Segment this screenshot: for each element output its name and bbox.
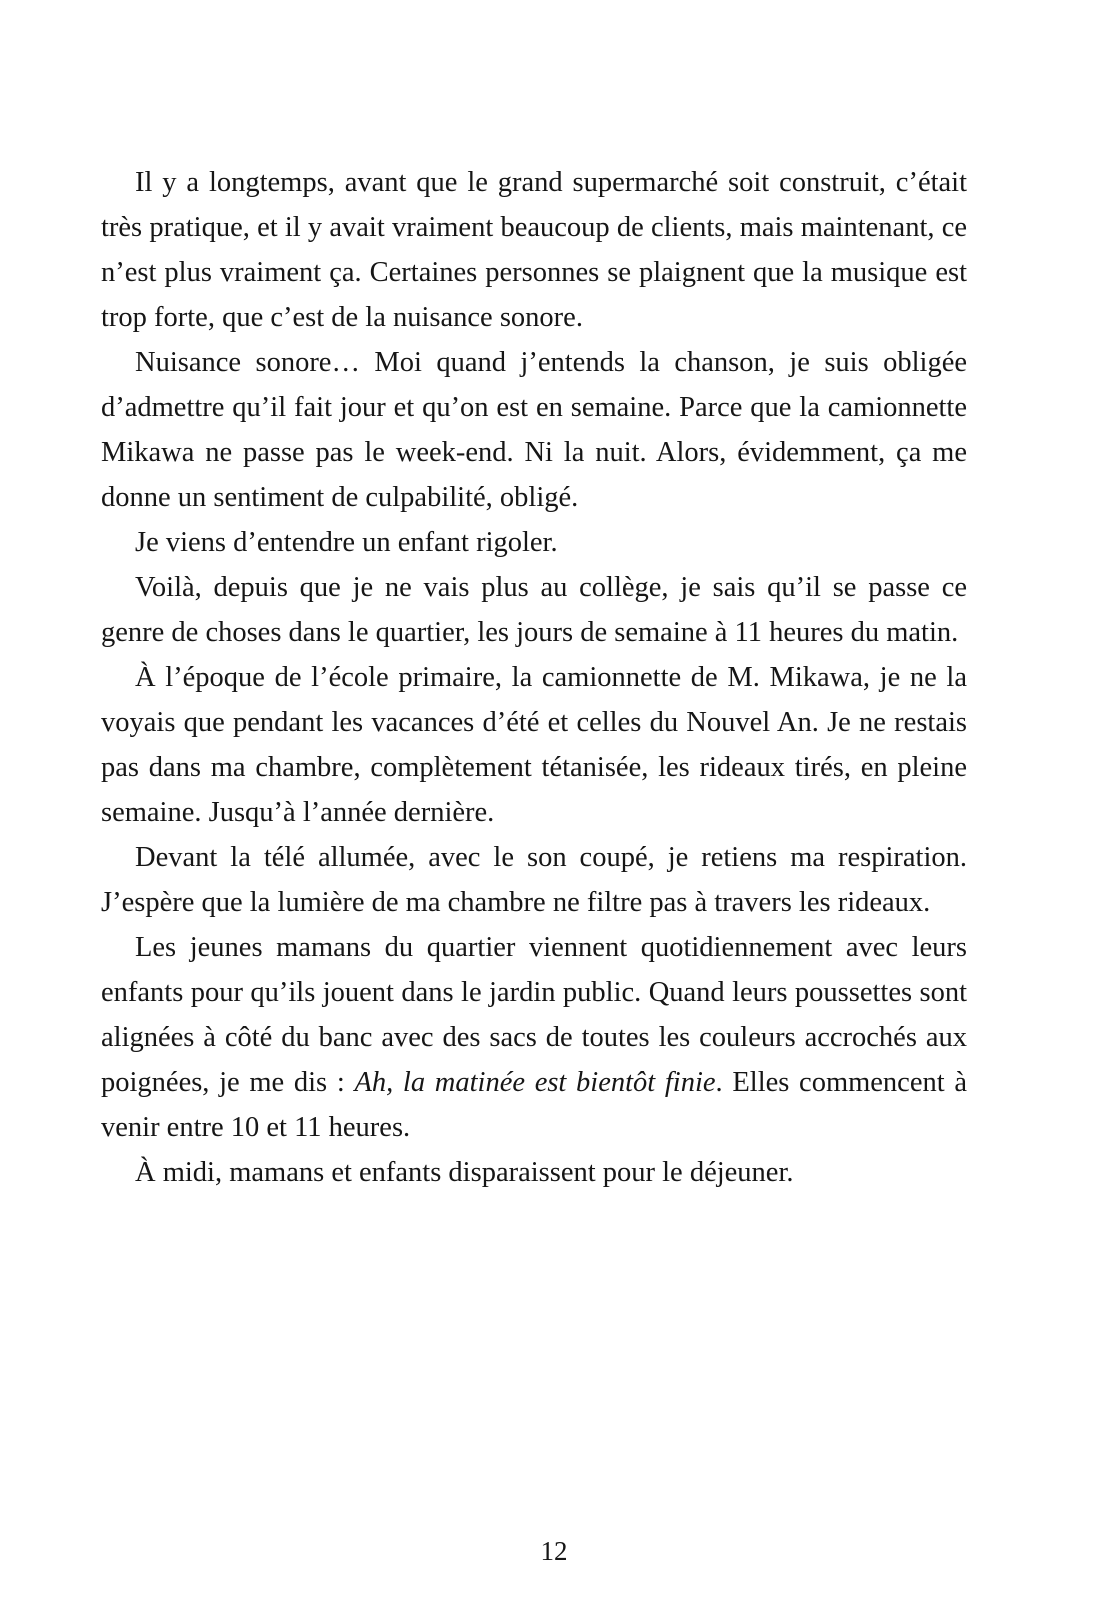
body-text: Voilà, depuis que je ne vais plus au collège, je sais qu’il se passe ce genre de choses dans le quartier, les jours de semaine à 11 heures du matin. <box>101 572 967 648</box>
paragraph <box>101 835 967 925</box>
body-text: Nuisance sonore… Moi quand j’entends la chanson, je suis obligée d’admettre qu’il fait jour et qu’on est en semaine. Parce que la camionnette Mikawa ne passe pas le week-end. Ni la nuit. Alors, évidemment, ça me donne un sentiment de culpabilité, obligé. <box>101 347 967 513</box>
page-number: 12 <box>540 1536 568 1566</box>
body-text: Les jeunes mamans du quartier viennent quotidiennement avec leurs enfants pour qu’ils jouent dans le jardin public. Quand leurs poussettes sont alignées à côté du banc avec des sacs de toutes les couleurs accrochés aux poignées, je me dis : <box>101 932 967 1098</box>
paragraph <box>101 655 967 835</box>
text-block <box>101 160 967 1195</box>
body-text: Il y a longtemps, avant que le grand supermarché soit construit, c’était très pratique, et il y avait vraiment beaucoup de clients, mais maintenant, ce n’est plus vraiment ça. Certaines personnes se plaignent que la musique est trop forte, que c’est de la nuisance sonore. <box>101 167 967 333</box>
body-text: Je viens d’entendre un enfant rigoler. <box>135 527 558 558</box>
body-text: À midi, mamans et enfants disparaissent pour le déjeuner. <box>135 1157 794 1188</box>
paragraph <box>101 340 967 520</box>
body-text: À l’époque de l’école primaire, la camionnette de M. Mikawa, je ne la voyais que pendant les vacances d’été et celles du Nouvel An. Je ne restais pas dans ma chambre, complètement tétanisée, les rideaux tirés, en pleine semaine. Jusqu’à l’année dernière. <box>101 662 967 828</box>
italic-text: Ah, la matinée est bientôt finie <box>354 1067 716 1098</box>
paragraph <box>101 565 967 655</box>
body-text: Devant la télé allumée, avec le son coupé, je retiens ma respiration. J’espère que la lumière de ma chambre ne filtre pas à travers les rideaux. <box>101 842 967 918</box>
body-text: . Elles commencent à venir entre 10 et 11 heures. <box>101 1067 967 1143</box>
paragraph <box>101 925 967 1150</box>
paragraph <box>101 160 967 340</box>
paragraph <box>101 1150 967 1195</box>
paragraph <box>101 520 967 565</box>
